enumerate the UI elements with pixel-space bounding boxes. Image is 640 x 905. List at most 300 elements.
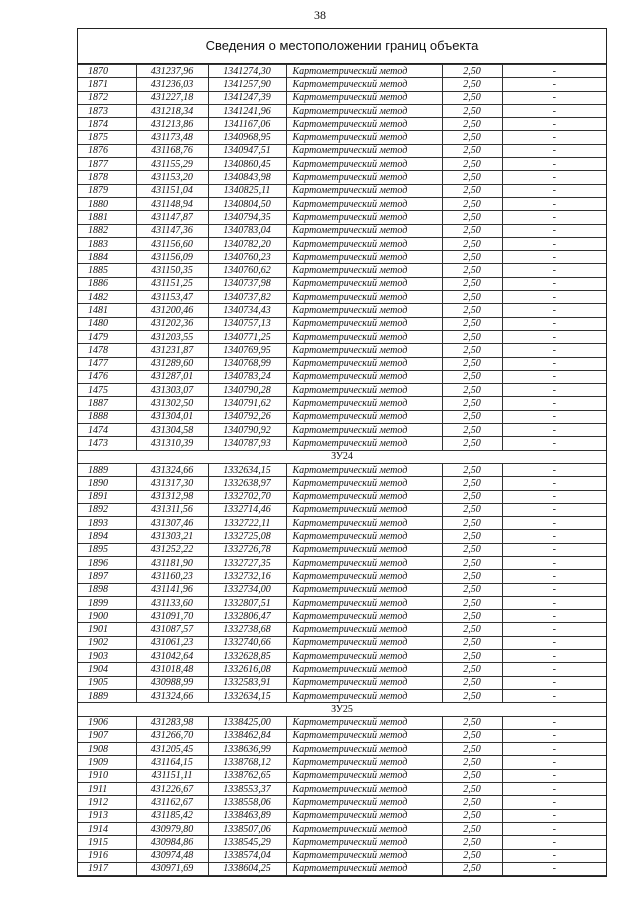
- y-coordinate-cell: 1340860,45: [208, 158, 286, 171]
- note-cell: -: [502, 304, 606, 317]
- precision-cell: 2,50: [442, 437, 502, 450]
- precision-cell: 2,50: [442, 344, 502, 357]
- point-number-cell: 1912: [78, 796, 136, 809]
- y-coordinate-cell: 1338425,00: [208, 716, 286, 729]
- method-cell: Картометрический метод: [286, 796, 442, 809]
- point-number-cell: 1890: [78, 477, 136, 490]
- x-coordinate-cell: 430971,69: [136, 862, 208, 875]
- table-row: [78, 197, 606, 210]
- point-number-cell: 1904: [78, 663, 136, 676]
- table-row: [78, 676, 606, 689]
- x-coordinate-cell: 430984,86: [136, 836, 208, 849]
- table-row: [78, 743, 606, 756]
- precision-cell: 2,50: [442, 158, 502, 171]
- point-number-cell: 1905: [78, 676, 136, 689]
- table-row: [78, 862, 606, 875]
- method-cell: Картометрический метод: [286, 317, 442, 330]
- method-cell: Картометрический метод: [286, 291, 442, 304]
- y-coordinate-cell: 1340843,98: [208, 171, 286, 184]
- point-number-cell: 1910: [78, 769, 136, 782]
- x-coordinate-cell: 431304,01: [136, 410, 208, 423]
- precision-cell: 2,50: [442, 756, 502, 769]
- y-coordinate-cell: 1332727,35: [208, 556, 286, 569]
- x-coordinate-cell: 431181,90: [136, 556, 208, 569]
- table-row: [78, 729, 606, 742]
- point-number-cell: 1895: [78, 543, 136, 556]
- table-row: [78, 304, 606, 317]
- method-cell: Картометрический метод: [286, 743, 442, 756]
- method-cell: Картометрический метод: [286, 304, 442, 317]
- point-number-cell: 1917: [78, 862, 136, 875]
- table-row: [78, 849, 606, 862]
- precision-cell: 2,50: [442, 357, 502, 370]
- method-cell: Картометрический метод: [286, 65, 442, 78]
- precision-cell: 2,50: [442, 477, 502, 490]
- note-cell: -: [502, 357, 606, 370]
- y-coordinate-cell: 1332722,11: [208, 517, 286, 530]
- method-cell: Картометрический метод: [286, 663, 442, 676]
- table-row: [78, 822, 606, 835]
- method-cell: Картометрический метод: [286, 144, 442, 157]
- table-row: [78, 809, 606, 822]
- x-coordinate-cell: 431147,36: [136, 224, 208, 237]
- point-number-cell: 1475: [78, 384, 136, 397]
- table-row: [78, 463, 606, 476]
- method-cell: Картометрический метод: [286, 517, 442, 530]
- point-number-cell: 1902: [78, 636, 136, 649]
- note-cell: -: [502, 517, 606, 530]
- note-cell: -: [502, 158, 606, 171]
- precision-cell: 2,50: [442, 184, 502, 197]
- point-number-cell: 1889: [78, 463, 136, 476]
- precision-cell: 2,50: [442, 91, 502, 104]
- note-cell: -: [502, 317, 606, 330]
- note-cell: -: [502, 144, 606, 157]
- y-coordinate-cell: 1340783,24: [208, 370, 286, 383]
- method-cell: Картометрический метод: [286, 197, 442, 210]
- table-row: [78, 769, 606, 782]
- section-heading: ЗУ24: [78, 450, 606, 463]
- note-cell: -: [502, 490, 606, 503]
- x-coordinate-cell: 431156,09: [136, 251, 208, 264]
- point-number-cell: 1908: [78, 743, 136, 756]
- y-coordinate-cell: 1340968,95: [208, 131, 286, 144]
- table-row: [78, 330, 606, 343]
- point-number-cell: 1479: [78, 330, 136, 343]
- point-number-cell: 1914: [78, 822, 136, 835]
- precision-cell: 2,50: [442, 370, 502, 383]
- precision-cell: 2,50: [442, 330, 502, 343]
- x-coordinate-cell: 431213,86: [136, 118, 208, 131]
- method-cell: Картометрический метод: [286, 384, 442, 397]
- precision-cell: 2,50: [442, 663, 502, 676]
- point-number-cell: 1881: [78, 211, 136, 224]
- note-cell: -: [502, 716, 606, 729]
- note-cell: -: [502, 91, 606, 104]
- note-cell: -: [502, 264, 606, 277]
- method-cell: Картометрический метод: [286, 104, 442, 117]
- method-cell: Картометрический метод: [286, 596, 442, 609]
- method-cell: Картометрический метод: [286, 530, 442, 543]
- precision-cell: 2,50: [442, 277, 502, 290]
- point-number-cell: 1886: [78, 277, 136, 290]
- precision-cell: 2,50: [442, 144, 502, 157]
- table-row: [78, 370, 606, 383]
- method-cell: Картометрический метод: [286, 769, 442, 782]
- note-cell: -: [502, 676, 606, 689]
- point-number-cell: 1885: [78, 264, 136, 277]
- x-coordinate-cell: 431155,29: [136, 158, 208, 171]
- y-coordinate-cell: 1340760,62: [208, 264, 286, 277]
- precision-cell: 2,50: [442, 849, 502, 862]
- method-cell: Картометрический метод: [286, 862, 442, 875]
- y-coordinate-cell: 1338507,06: [208, 822, 286, 835]
- x-coordinate-cell: 431283,98: [136, 716, 208, 729]
- y-coordinate-cell: 1332807,51: [208, 596, 286, 609]
- note-cell: -: [502, 503, 606, 516]
- precision-cell: 2,50: [442, 836, 502, 849]
- section-heading-row: [78, 450, 606, 463]
- table-row: [78, 251, 606, 264]
- x-coordinate-cell: 431018,48: [136, 663, 208, 676]
- precision-cell: 2,50: [442, 636, 502, 649]
- x-coordinate-cell: 431185,42: [136, 809, 208, 822]
- table-row: [78, 796, 606, 809]
- precision-cell: 2,50: [442, 490, 502, 503]
- note-cell: -: [502, 650, 606, 663]
- point-number-cell: 1877: [78, 158, 136, 171]
- note-cell: -: [502, 822, 606, 835]
- table-row: [78, 317, 606, 330]
- x-coordinate-cell: 431231,87: [136, 344, 208, 357]
- table-row: [78, 131, 606, 144]
- table-row: [78, 91, 606, 104]
- table-row: [78, 689, 606, 702]
- method-cell: Картометрический метод: [286, 729, 442, 742]
- y-coordinate-cell: 1338462,84: [208, 729, 286, 742]
- y-coordinate-cell: 1332734,00: [208, 583, 286, 596]
- table-title: Сведения о местоположении границ объекта: [78, 29, 606, 64]
- table-row: [78, 783, 606, 796]
- x-coordinate-cell: 431307,46: [136, 517, 208, 530]
- x-coordinate-cell: 431304,58: [136, 424, 208, 437]
- point-number-cell: 1876: [78, 144, 136, 157]
- method-cell: Картометрический метод: [286, 849, 442, 862]
- table-row: [78, 490, 606, 503]
- y-coordinate-cell: 1332740,66: [208, 636, 286, 649]
- table-row: [78, 397, 606, 410]
- point-number-cell: 1873: [78, 104, 136, 117]
- table-row: [78, 410, 606, 423]
- point-number-cell: 1903: [78, 650, 136, 663]
- table-row: [78, 384, 606, 397]
- y-coordinate-cell: 1338768,12: [208, 756, 286, 769]
- method-cell: Картометрический метод: [286, 610, 442, 623]
- x-coordinate-cell: 431252,22: [136, 543, 208, 556]
- y-coordinate-cell: 1332726,78: [208, 543, 286, 556]
- y-coordinate-cell: 1341241,96: [208, 104, 286, 117]
- precision-cell: 2,50: [442, 716, 502, 729]
- table-row: [78, 836, 606, 849]
- point-number-cell: 1896: [78, 556, 136, 569]
- precision-cell: 2,50: [442, 197, 502, 210]
- boundary-sheet: [77, 28, 607, 877]
- coordinates-table-body: [78, 65, 606, 876]
- precision-cell: 2,50: [442, 583, 502, 596]
- x-coordinate-cell: 431153,47: [136, 291, 208, 304]
- table-row: [78, 65, 606, 78]
- table-row: [78, 756, 606, 769]
- table-row: [78, 357, 606, 370]
- method-cell: Картометрический метод: [286, 783, 442, 796]
- precision-cell: 2,50: [442, 224, 502, 237]
- precision-cell: 2,50: [442, 317, 502, 330]
- y-coordinate-cell: 1340794,35: [208, 211, 286, 224]
- point-number-cell: 1898: [78, 583, 136, 596]
- method-cell: Картометрический метод: [286, 91, 442, 104]
- method-cell: Картометрический метод: [286, 543, 442, 556]
- y-coordinate-cell: 1332638,97: [208, 477, 286, 490]
- precision-cell: 2,50: [442, 304, 502, 317]
- point-number-cell: 1476: [78, 370, 136, 383]
- point-number-cell: 1894: [78, 530, 136, 543]
- point-number-cell: 1892: [78, 503, 136, 516]
- point-number-cell: 1907: [78, 729, 136, 742]
- method-cell: Картометрический метод: [286, 570, 442, 583]
- precision-cell: 2,50: [442, 530, 502, 543]
- precision-cell: 2,50: [442, 424, 502, 437]
- point-number-cell: 1481: [78, 304, 136, 317]
- x-coordinate-cell: 431087,57: [136, 623, 208, 636]
- table-row: [78, 663, 606, 676]
- method-cell: Картометрический метод: [286, 836, 442, 849]
- note-cell: -: [502, 583, 606, 596]
- table-row: [78, 477, 606, 490]
- table-row: [78, 158, 606, 171]
- y-coordinate-cell: 1332634,15: [208, 689, 286, 702]
- point-number-cell: 1872: [78, 91, 136, 104]
- point-number-cell: 1889: [78, 689, 136, 702]
- note-cell: -: [502, 862, 606, 875]
- y-coordinate-cell: 1332702,70: [208, 490, 286, 503]
- x-coordinate-cell: 431141,96: [136, 583, 208, 596]
- point-number-cell: 1901: [78, 623, 136, 636]
- table-row: [78, 224, 606, 237]
- precision-cell: 2,50: [442, 822, 502, 835]
- x-coordinate-cell: 431162,67: [136, 796, 208, 809]
- point-number-cell: 1899: [78, 596, 136, 609]
- table-row: [78, 264, 606, 277]
- point-number-cell: 1916: [78, 849, 136, 862]
- table-row: [78, 596, 606, 609]
- x-coordinate-cell: 431168,76: [136, 144, 208, 157]
- point-number-cell: 1474: [78, 424, 136, 437]
- y-coordinate-cell: 1340787,93: [208, 437, 286, 450]
- point-number-cell: 1909: [78, 756, 136, 769]
- x-coordinate-cell: 431205,45: [136, 743, 208, 756]
- note-cell: -: [502, 849, 606, 862]
- table-row: [78, 437, 606, 450]
- table-row: [78, 636, 606, 649]
- point-number-cell: 1911: [78, 783, 136, 796]
- method-cell: Картометрический метод: [286, 224, 442, 237]
- y-coordinate-cell: 1340757,13: [208, 317, 286, 330]
- note-cell: -: [502, 224, 606, 237]
- precision-cell: 2,50: [442, 570, 502, 583]
- y-coordinate-cell: 1332634,15: [208, 463, 286, 476]
- table-row: [78, 517, 606, 530]
- y-coordinate-cell: 1341257,90: [208, 78, 286, 91]
- note-cell: -: [502, 171, 606, 184]
- precision-cell: 2,50: [442, 596, 502, 609]
- method-cell: Картометрический метод: [286, 676, 442, 689]
- table-row: [78, 78, 606, 91]
- note-cell: -: [502, 783, 606, 796]
- coordinates-table: [78, 64, 606, 876]
- method-cell: Картометрический метод: [286, 251, 442, 264]
- x-coordinate-cell: 431150,35: [136, 264, 208, 277]
- precision-cell: 2,50: [442, 743, 502, 756]
- x-coordinate-cell: 431317,30: [136, 477, 208, 490]
- table-row: [78, 503, 606, 516]
- method-cell: Картометрический метод: [286, 330, 442, 343]
- y-coordinate-cell: 1340737,98: [208, 277, 286, 290]
- table-row: [78, 610, 606, 623]
- y-coordinate-cell: 1338762,65: [208, 769, 286, 782]
- note-cell: -: [502, 237, 606, 250]
- point-number-cell: 1906: [78, 716, 136, 729]
- note-cell: -: [502, 796, 606, 809]
- method-cell: Картометрический метод: [286, 583, 442, 596]
- precision-cell: 2,50: [442, 251, 502, 264]
- table-row: [78, 277, 606, 290]
- method-cell: Картометрический метод: [286, 410, 442, 423]
- x-coordinate-cell: 431227,18: [136, 91, 208, 104]
- x-coordinate-cell: 431156,60: [136, 237, 208, 250]
- x-coordinate-cell: 431091,70: [136, 610, 208, 623]
- table-row: [78, 144, 606, 157]
- note-cell: -: [502, 291, 606, 304]
- note-cell: -: [502, 636, 606, 649]
- note-cell: -: [502, 251, 606, 264]
- x-coordinate-cell: 431324,66: [136, 689, 208, 702]
- note-cell: -: [502, 530, 606, 543]
- point-number-cell: 1913: [78, 809, 136, 822]
- table-row: [78, 716, 606, 729]
- x-coordinate-cell: 431287,01: [136, 370, 208, 383]
- point-number-cell: 1884: [78, 251, 136, 264]
- method-cell: Картометрический метод: [286, 756, 442, 769]
- x-coordinate-cell: 431147,87: [136, 211, 208, 224]
- point-number-cell: 1879: [78, 184, 136, 197]
- x-coordinate-cell: 431236,03: [136, 78, 208, 91]
- y-coordinate-cell: 1338636,99: [208, 743, 286, 756]
- y-coordinate-cell: 1332714,46: [208, 503, 286, 516]
- note-cell: -: [502, 277, 606, 290]
- note-cell: -: [502, 424, 606, 437]
- note-cell: -: [502, 663, 606, 676]
- precision-cell: 2,50: [442, 650, 502, 663]
- method-cell: Картометрический метод: [286, 424, 442, 437]
- table-row: [78, 171, 606, 184]
- point-number-cell: 1900: [78, 610, 136, 623]
- table-row: [78, 118, 606, 131]
- note-cell: -: [502, 437, 606, 450]
- table-row: [78, 583, 606, 596]
- y-coordinate-cell: 1338553,37: [208, 783, 286, 796]
- point-number-cell: 1878: [78, 171, 136, 184]
- y-coordinate-cell: 1332616,08: [208, 663, 286, 676]
- precision-cell: 2,50: [442, 104, 502, 117]
- note-cell: -: [502, 344, 606, 357]
- table-row: [78, 104, 606, 117]
- note-cell: -: [502, 809, 606, 822]
- method-cell: Картометрический метод: [286, 503, 442, 516]
- note-cell: -: [502, 769, 606, 782]
- method-cell: Картометрический метод: [286, 131, 442, 144]
- precision-cell: 2,50: [442, 556, 502, 569]
- precision-cell: 2,50: [442, 543, 502, 556]
- x-coordinate-cell: 431151,04: [136, 184, 208, 197]
- y-coordinate-cell: 1340782,20: [208, 237, 286, 250]
- y-coordinate-cell: 1340771,25: [208, 330, 286, 343]
- y-coordinate-cell: 1340792,26: [208, 410, 286, 423]
- note-cell: -: [502, 370, 606, 383]
- point-number-cell: 1880: [78, 197, 136, 210]
- note-cell: -: [502, 556, 606, 569]
- x-coordinate-cell: 431311,56: [136, 503, 208, 516]
- point-number-cell: 1480: [78, 317, 136, 330]
- precision-cell: 2,50: [442, 517, 502, 530]
- method-cell: Картометрический метод: [286, 237, 442, 250]
- x-coordinate-cell: 431160,23: [136, 570, 208, 583]
- note-cell: -: [502, 410, 606, 423]
- y-coordinate-cell: 1340790,92: [208, 424, 286, 437]
- precision-cell: 2,50: [442, 211, 502, 224]
- y-coordinate-cell: 1340947,51: [208, 144, 286, 157]
- method-cell: Картометрический метод: [286, 636, 442, 649]
- precision-cell: 2,50: [442, 65, 502, 78]
- point-number-cell: 1478: [78, 344, 136, 357]
- table-row: [78, 237, 606, 250]
- point-number-cell: 1477: [78, 357, 136, 370]
- point-number-cell: 1482: [78, 291, 136, 304]
- x-coordinate-cell: 431202,36: [136, 317, 208, 330]
- y-coordinate-cell: 1340825,11: [208, 184, 286, 197]
- table-row: [78, 570, 606, 583]
- page-number: 38: [314, 8, 326, 22]
- precision-cell: 2,50: [442, 410, 502, 423]
- note-cell: -: [502, 118, 606, 131]
- precision-cell: 2,50: [442, 118, 502, 131]
- y-coordinate-cell: 1332628,85: [208, 650, 286, 663]
- precision-cell: 2,50: [442, 384, 502, 397]
- point-number-cell: 1874: [78, 118, 136, 131]
- method-cell: Картометрический метод: [286, 264, 442, 277]
- note-cell: -: [502, 463, 606, 476]
- table-row: [78, 623, 606, 636]
- y-coordinate-cell: 1332732,16: [208, 570, 286, 583]
- method-cell: Картометрический метод: [286, 158, 442, 171]
- precision-cell: 2,50: [442, 729, 502, 742]
- x-coordinate-cell: 430979,80: [136, 822, 208, 835]
- y-coordinate-cell: 1338463,89: [208, 809, 286, 822]
- x-coordinate-cell: 431061,23: [136, 636, 208, 649]
- precision-cell: 2,50: [442, 503, 502, 516]
- y-coordinate-cell: 1332583,91: [208, 676, 286, 689]
- method-cell: Картометрический метод: [286, 357, 442, 370]
- point-number-cell: 1473: [78, 437, 136, 450]
